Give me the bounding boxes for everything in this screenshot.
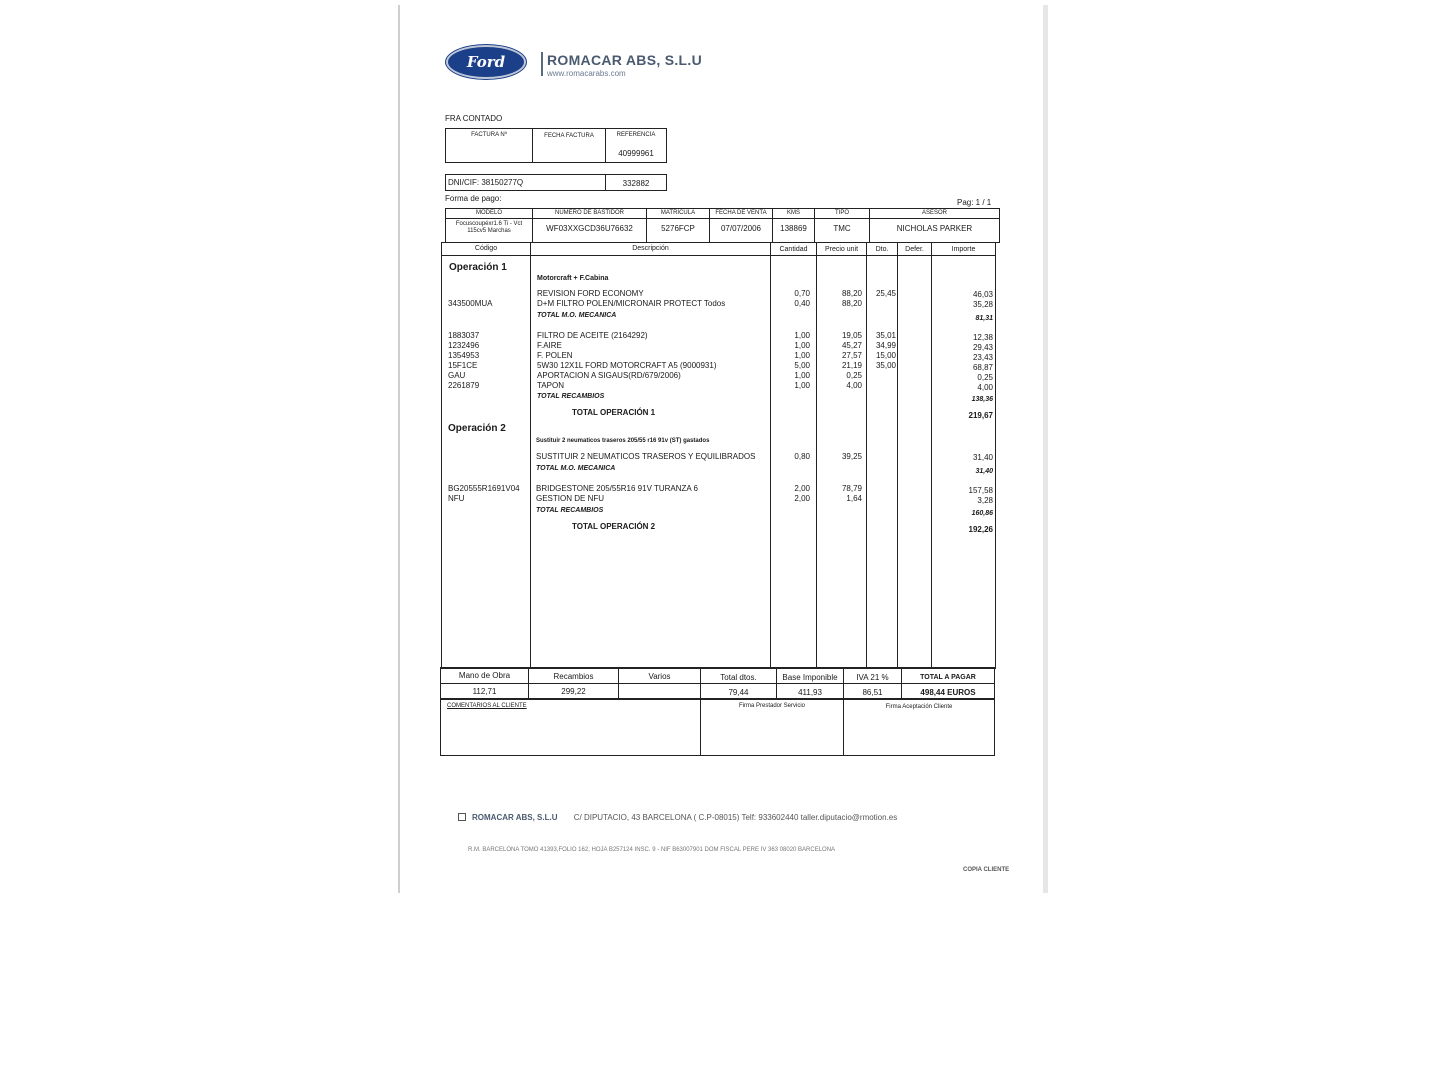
dni-box bbox=[445, 174, 667, 191]
op2-labor-total: 31,40 bbox=[975, 468, 993, 475]
comentarios-label: COMENTARIOS AL CLIENTE bbox=[447, 703, 527, 709]
referencia-label: REFERENCIA bbox=[616, 132, 656, 138]
footer-company: ROMACAR ABS, S.L.U bbox=[472, 813, 558, 822]
vh-kms: KMS bbox=[786, 210, 800, 216]
op1-total-label: TOTAL OPERACIÓN 1 bbox=[572, 408, 656, 417]
vh-fecha: FECHA DE VENTA bbox=[715, 210, 767, 216]
square-icon bbox=[458, 813, 466, 821]
col-importe: Importe bbox=[951, 246, 976, 253]
op1-labor-total: 81,31 bbox=[975, 315, 993, 322]
company-website: www.romacarabs.com bbox=[547, 69, 626, 78]
referencia-value: 40999961 bbox=[618, 149, 654, 158]
op2-parts-total-label: TOTAL RECAMBIOS bbox=[536, 507, 604, 514]
fecha-label: FECHA FACTURA bbox=[544, 133, 594, 139]
varios-label: Varios bbox=[648, 672, 671, 681]
col-precio: Precio unit bbox=[824, 246, 859, 253]
vh-bastidor: NÚMERO DE BASTIDOR bbox=[554, 210, 624, 216]
totals-box bbox=[440, 667, 995, 700]
firma-cliente: Firma Aceptación Cliente bbox=[885, 704, 953, 710]
col-defer: Defer. bbox=[905, 246, 924, 253]
col-codigo: Código bbox=[474, 245, 498, 252]
client-code: 332882 bbox=[622, 179, 650, 188]
op1-parts-total-label: TOTAL RECAMBIOS bbox=[537, 393, 605, 400]
op1-labor bbox=[448, 289, 1008, 309]
vehicle-fecha: 07/07/2006 bbox=[720, 224, 762, 233]
op2-labor bbox=[448, 452, 1008, 462]
footer-registry: R.M. BARCELONA TOMO 41393,FOLIO 162, HOJA B257124 INSC. 9 - NIF B63007901 DOM FISCAL PERE IV 363 08020 BARCELONA bbox=[468, 847, 836, 853]
line-item: 1883037 FILTRO DE ACEITE (2164292) 1,00 19,05 35,01 12,38 bbox=[448, 331, 993, 342]
col-dto: Dto. bbox=[875, 246, 889, 253]
firma-prestador: Firma Prestador Servicio bbox=[738, 703, 806, 709]
iva-value: 86,51 bbox=[862, 688, 883, 697]
vehicle-kms: 138869 bbox=[780, 224, 807, 233]
op2-title: Operación 2 bbox=[448, 423, 506, 434]
op2-subtitle: Sustituir 2 neumaticos traseros 205/55 r16 91v (ST) gastados bbox=[536, 438, 710, 444]
op2-parts-total: 160,86 bbox=[971, 510, 993, 517]
forma-pago: Forma de pago: bbox=[445, 194, 502, 203]
line-item: 2261879 TAPON 1,00 4,00 4,00 bbox=[448, 381, 993, 392]
vh-modelo: MODELO bbox=[475, 210, 502, 216]
line-item: 1354953 F. POLEN 1,00 27,57 15,00 23,43 bbox=[448, 351, 993, 362]
op1-subtitle: Motorcraft + F.Cabina bbox=[537, 275, 609, 282]
line-item: SUSTITUIR 2 NEUMATICOS TRASEROS Y EQUILIBRADOS 0,80 39,25 31,40 bbox=[536, 452, 993, 462]
vh-matricula: MATRÍCULA bbox=[660, 210, 696, 216]
invoice-page bbox=[398, 5, 1048, 893]
ford-logo bbox=[446, 45, 526, 79]
iva-label: IVA 21 % bbox=[856, 673, 889, 682]
op2-parts bbox=[448, 484, 1008, 504]
footer-address-line bbox=[458, 813, 897, 822]
op1-title: Operación 1 bbox=[449, 262, 507, 273]
base-value: 411,93 bbox=[798, 688, 822, 697]
base-label: Base Imponible bbox=[782, 673, 838, 682]
vehicle-asesor: NICHOLAS PARKER bbox=[896, 224, 973, 233]
recambios-label: Recambios bbox=[553, 672, 594, 681]
op2-total-label: TOTAL OPERACIÓN 2 bbox=[572, 522, 656, 531]
vehicle-box bbox=[445, 208, 1000, 243]
dtos-label: Total dtos. bbox=[720, 673, 757, 682]
line-item: 1232496 F.AIRE 1,00 45,27 34,99 29,43 bbox=[448, 341, 993, 352]
vh-asesor: ASESOR bbox=[921, 210, 947, 216]
footer-address: C/ DIPUTACIO, 43 BARCELONA ( C.P-08015) Telf: 933602440 taller.diputacio@rmotion.es bbox=[573, 813, 898, 822]
line-item: REVISION FORD ECONOMY 0,70 88,20 25,45 46,03 bbox=[537, 289, 993, 299]
dni-value: DNI/CIF: 38150277Q bbox=[448, 178, 524, 187]
line-item: 15F1CE 5W30 12X1L FORD MOTORCRAFT A5 (9000931) 5,00 21,19 35,00 68,87 bbox=[448, 361, 993, 372]
vehicle-modelo: Focuscoupéxr1.6 Ti - Vct 115cv5 Marchas bbox=[455, 221, 523, 234]
mano-obra-value: 112,71 bbox=[472, 687, 497, 696]
company-name: ROMACAR ABS, S.L.U bbox=[547, 52, 702, 68]
ford-logo-text: Ford bbox=[466, 53, 506, 71]
line-item: 343500MUA D+M FILTRO POLEN/MICRONAIR PROTECT Todos 0,40 88,20 35,28 bbox=[448, 299, 993, 309]
invoice-id-box bbox=[445, 128, 667, 163]
op2-total: 192,26 bbox=[968, 525, 993, 534]
signature-box bbox=[440, 698, 995, 756]
line-item: NFU GESTION DE NFU 2,00 1,64 3,28 bbox=[448, 494, 993, 505]
op1-parts-total: 138,36 bbox=[971, 396, 993, 403]
pagar-value: 498,44 EUROS bbox=[920, 688, 976, 697]
op1-labor-total-label: TOTAL M.O. MECANICA bbox=[537, 312, 617, 319]
invoice-type: FRA CONTADO bbox=[445, 114, 503, 123]
op1-parts bbox=[448, 331, 1008, 391]
dtos-value: 79,44 bbox=[728, 688, 749, 697]
pagar-label: TOTAL A PAGAR bbox=[920, 674, 976, 681]
line-item: BG20555R1691V04 BRIDGESTONE 205/55R16 91V TURANZA 6 2,00 78,79 157,58 bbox=[448, 484, 993, 495]
recambios-value: 299,22 bbox=[561, 687, 586, 696]
col-descripcion: Descripción bbox=[632, 245, 669, 252]
brand-divider bbox=[541, 52, 543, 76]
op2-labor-total-label: TOTAL M.O. MECANICA bbox=[536, 465, 616, 472]
vehicle-matricula: 5276FCP bbox=[661, 224, 695, 233]
col-cantidad: Cantidad bbox=[779, 246, 808, 253]
op1-total: 219,67 bbox=[968, 411, 993, 420]
mano-obra-label: Mano de Obra bbox=[458, 671, 511, 680]
copy-label: COPIA CLIENTE bbox=[963, 867, 1010, 873]
factura-label: FACTURA Nº bbox=[471, 132, 507, 138]
vehicle-tipo: TMC bbox=[833, 224, 851, 233]
line-item: GAU APORTACION A SIGAUS(RD/679/2006) 1,00 0,25 0,25 bbox=[448, 371, 993, 382]
vehicle-bastidor: WF03XXGCD36U76632 bbox=[546, 224, 633, 233]
vh-tipo: TIPO bbox=[834, 210, 849, 216]
page-number: Pag: 1 / 1 bbox=[957, 198, 992, 207]
